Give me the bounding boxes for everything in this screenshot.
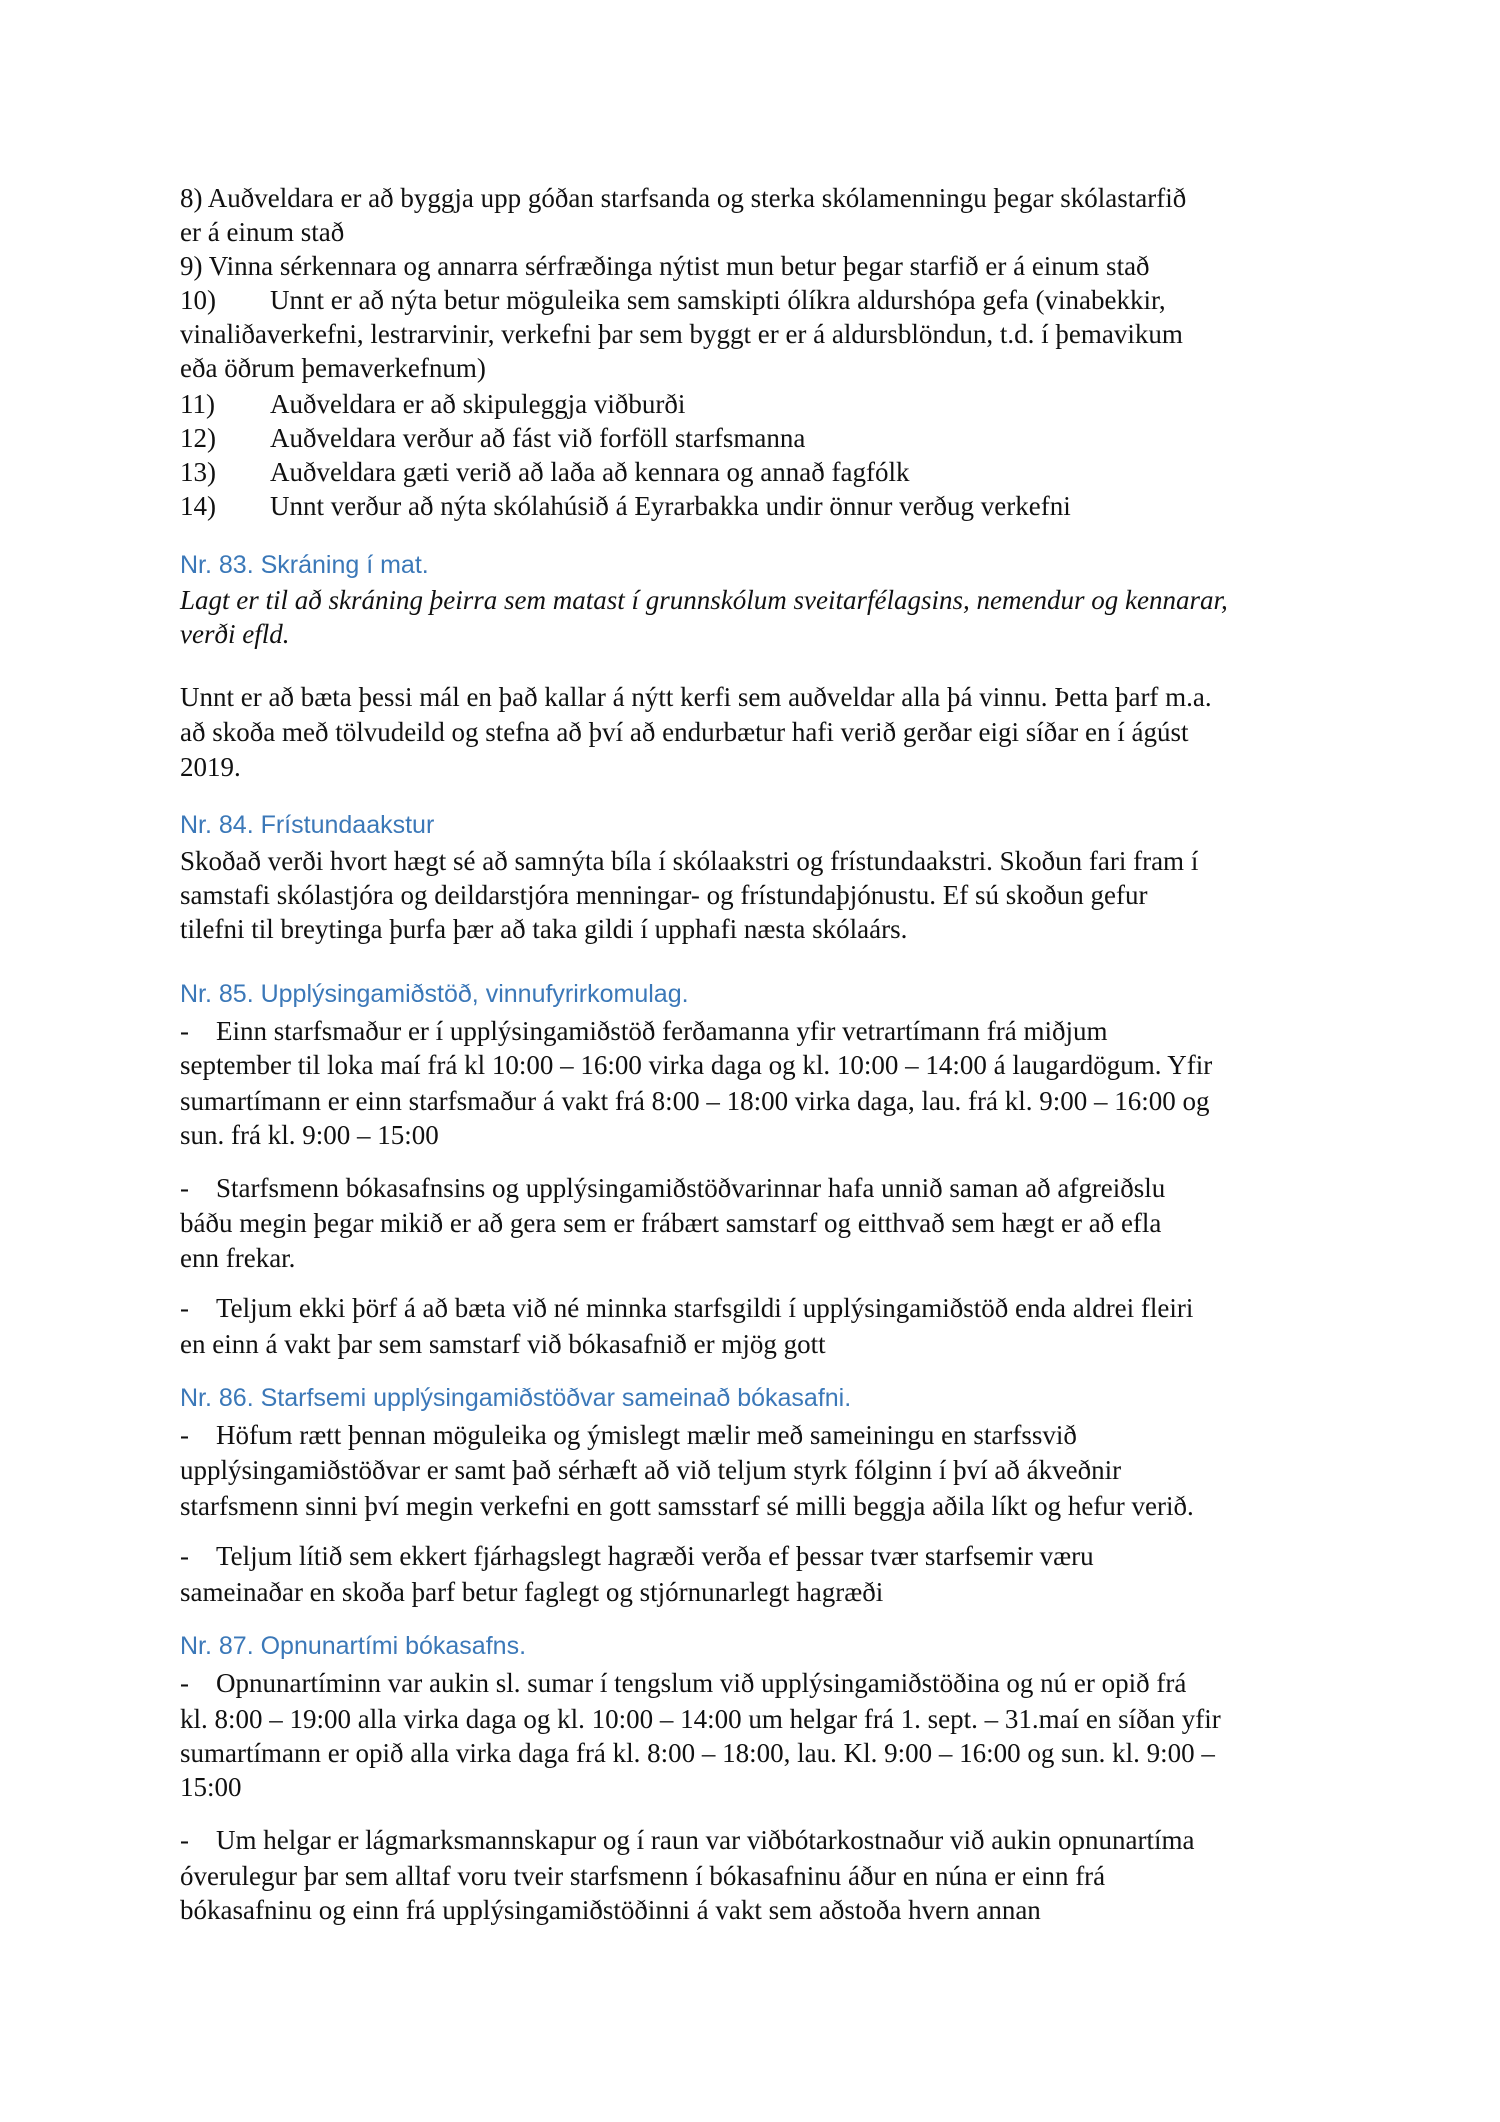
dash-bullet: -: [180, 1016, 189, 1046]
dash-bullet: -: [180, 1420, 189, 1450]
bullet-text: - Um helgar er lágmarksmannskapur og í raun var viðbótarkostnaður við aukin opnunartíma: [180, 1825, 1195, 1855]
proposal-text: verði efld.: [180, 619, 290, 649]
dash-bullet: -: [180, 1293, 189, 1323]
bullet-text: - Teljum lítið sem ekkert fjárhagslegt hagræði verða ef þessar tvær starfsemir væru: [180, 1541, 1094, 1571]
section-heading: Nr. 85. Upplýsingamiðstöð, vinnufyrirkomulag.: [180, 980, 689, 1008]
list-item-13: [0, 455, 1500, 489]
section-heading: Nr. 84. Frístundaakstur: [180, 811, 435, 839]
bullet-text: - Opnunartíminn var aukin sl. sumar í tengslum við upplýsingamiðstöðina og nú er opið frá: [180, 1668, 1187, 1698]
list-text: Auðveldara er að skipuleggja viðburði: [270, 389, 686, 419]
list-item-8-cont: er á einum stað: [180, 217, 345, 247]
body-text: upplýsingamiðstöðvar er samt það sérhæft að við teljum styrk fólginn í því að ákveðnir: [180, 1455, 1122, 1485]
list-number: 14): [180, 491, 216, 521]
list-item-10: [0, 283, 1500, 317]
body-text: sumartímann er einn starfsmaður á vakt frá 8:00 – 18:00 virka daga, lau. frá kl. 9:00 – 16:00 og: [180, 1086, 1210, 1116]
section-heading: Nr. 87. Opnunartími bókasafns.: [180, 1632, 527, 1660]
body-text: bókasafninu og einn frá upplýsingamiðstöðinni á vakt sem aðstoða hvern annan: [180, 1895, 1041, 1925]
body-text: en einn á vakt þar sem samstarf við bókasafnið er mjög gott: [180, 1329, 826, 1359]
body-text: óverulegur þar sem alltaf voru tveir starfsmenn í bókasafninu áður en núna er einn frá: [180, 1861, 1106, 1891]
list-number: 12): [180, 423, 216, 453]
section-heading: Nr. 86. Starfsemi upplýsingamiðstöðvar sameinað bókasafni.: [180, 1384, 852, 1412]
body-text: kl. 8:00 – 19:00 alla virka daga og kl. 10:00 – 14:00 um helgar frá 1. sept. – 31.maí en síðan yfir: [180, 1704, 1221, 1734]
dash-bullet: -: [180, 1173, 189, 1203]
body-text: Skoðað verði hvort hægt sé að samnýta bíla í skólaakstri og frístundaakstri. Skoðun fari fram í: [180, 846, 1199, 876]
dash-bullet: -: [180, 1668, 189, 1698]
body-text: sameinaðar en skoða þarf betur faglegt og stjórnunarlegt hagræði: [180, 1577, 884, 1607]
bullet-text: - Teljum ekki þörf á að bæta við né minnka starfsgildi í upplýsingamiðstöð enda aldrei fleiri: [180, 1293, 1194, 1323]
list-item-14: [0, 489, 1500, 523]
response-text: að skoða með tölvudeild og stefna að því að endurbætur hafi verið gerðar eigi síðar en í ágúst: [180, 717, 1189, 747]
list-item-10-cont: vinaliðaverkefni, lestrarvinir, verkefni þar sem byggt er er á aldursblöndun, t.d. í þemavikum: [180, 319, 1183, 349]
list-item-12: [0, 421, 1500, 455]
bullet-text: - Einn starfsmaður er í upplýsingamiðstöð ferðamanna yfir vetrartímann frá miðjum: [180, 1016, 1108, 1046]
body-text: tilefni til breytinga þurfa þær að taka gildi í upphafi næsta skólaárs.: [180, 914, 908, 944]
bullet-text: - Höfum rætt þennan möguleika og ýmislegt mælir með sameiningu en starfssvið: [180, 1420, 1077, 1450]
response-text: Unnt er að bæta þessi mál en það kallar á nýtt kerfi sem auðveldar alla þá vinnu. Þetta þarf m.a.: [180, 682, 1212, 712]
body-text: starfsmenn sinni því megin verkefni en gott samsstarf sé milli beggja aðila líkt og hefur verið.: [180, 1491, 1194, 1521]
dash-bullet: -: [180, 1825, 189, 1855]
list-text: Unnt verður að nýta skólahúsið á Eyrarbakka undir önnur verðug verkefni: [270, 491, 1071, 521]
list-item-11: [0, 387, 1500, 421]
body-text: sumartímann er opið alla virka daga frá kl. 8:00 – 18:00, lau. Kl. 9:00 – 16:00 og sun. kl. 9:00 –: [180, 1738, 1215, 1768]
proposal-text: Lagt er til að skráning þeirra sem matast í grunnskólum sveitarfélagsins, nemendur og kennarar,: [180, 585, 1228, 615]
section-heading: Nr. 83. Skráning í mat.: [180, 551, 429, 579]
list-item-9: 9) Vinna sérkennara og annarra sérfræðinga nýtist mun betur þegar starfið er á einum stað: [180, 251, 1150, 281]
list-number: 13): [180, 457, 216, 487]
list-text: Auðveldara verður að fást við forföll starfsmanna: [270, 423, 806, 453]
list-number: 11): [180, 389, 215, 419]
body-text: september til loka maí frá kl 10:00 – 16:00 virka daga og kl. 10:00 – 14:00 á laugardögum. Yfir: [180, 1050, 1213, 1080]
list-item-10-cont: eða öðrum þemaverkefnum): [180, 353, 486, 383]
body-text: sun. frá kl. 9:00 – 15:00: [180, 1120, 439, 1150]
response-text: 2019.: [180, 752, 241, 782]
body-text: samstafi skólastjóra og deildarstjóra menningar- og frístundaþjónustu. Ef sú skoðun gefur: [180, 880, 1148, 910]
body-text: 15:00: [180, 1772, 242, 1802]
dash-bullet: -: [180, 1541, 189, 1571]
body-text: enn frekar.: [180, 1243, 296, 1273]
list-text: Unnt er að nýta betur möguleika sem samskipti ólíkra aldurshópa gefa (vinabekkir,: [270, 285, 1166, 315]
list-item-8: 8) Auðveldara er að byggja upp góðan starfsanda og sterka skólamenningu þegar skólastarfið: [180, 183, 1187, 213]
bullet-text: - Starfsmenn bókasafnsins og upplýsingamiðstöðvarinnar hafa unnið saman að afgreiðslu: [180, 1173, 1166, 1203]
list-number: 10): [180, 285, 216, 315]
list-text: Auðveldara gæti verið að laða að kennara og annað fagfólk: [270, 457, 910, 487]
body-text: báðu megin þegar mikið er að gera sem er frábært samstarf og eitthvað sem hægt er að efla: [180, 1208, 1162, 1238]
